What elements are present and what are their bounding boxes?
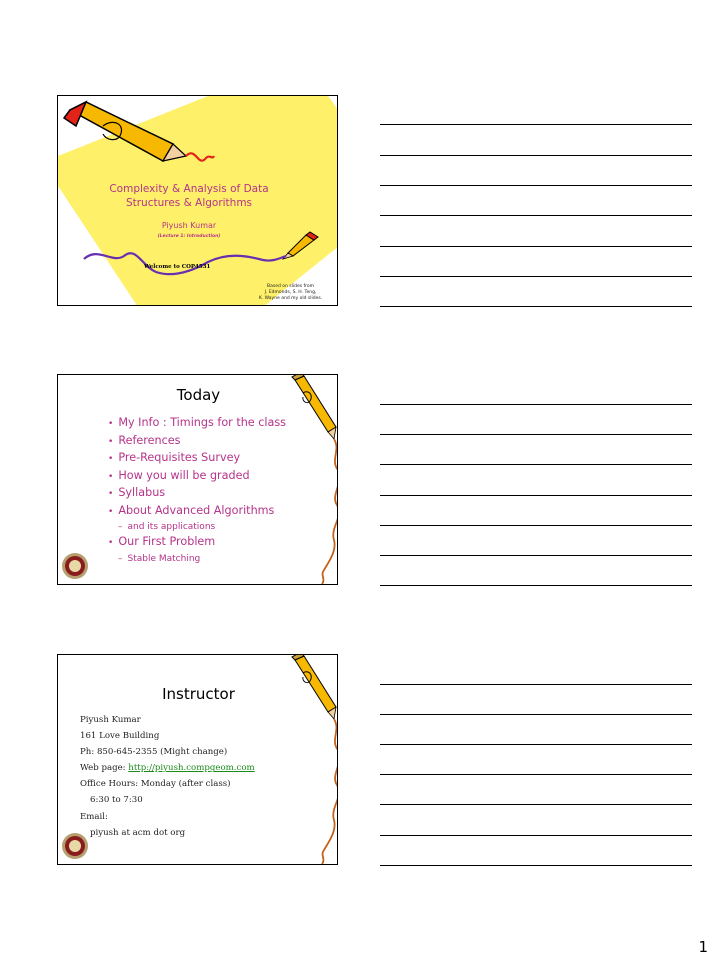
note-line — [380, 525, 692, 526]
bullet-item: • About Advanced Algorithms — [108, 503, 275, 517]
title-line-1: Complexity & Analysis of Data — [109, 183, 269, 195]
page-number: 1 — [698, 938, 708, 956]
note-line — [380, 495, 692, 496]
note-line — [380, 464, 692, 465]
bullet-text: Our First Problem — [118, 535, 216, 548]
note-line — [380, 835, 692, 836]
sub-bullet-item: – and its applications — [118, 522, 216, 532]
note-line — [380, 404, 692, 405]
office-building: 161 Love Building — [80, 731, 160, 742]
credit-line-2: J. Edmonds, S. H. Teng, — [264, 290, 317, 295]
web-page-link[interactable]: http://piyush.compgeom.com — [128, 763, 255, 774]
bullet-item: • References — [108, 433, 181, 447]
office-hours: Office Hours: Monday (after class) — [80, 779, 231, 790]
bullet-item: • Syllabus — [108, 486, 166, 499]
welcome-text: Welcome to COP4531 — [144, 264, 211, 270]
note-line — [380, 585, 692, 586]
sub-bullet-item: – Stable Matching — [118, 553, 201, 564]
slide-2 — [57, 374, 338, 585]
bullet-text: How you will be graded — [118, 468, 250, 482]
slide-title — [58, 182, 320, 210]
phone-number: Ph: 850-645-2355 (Might change) — [80, 747, 228, 758]
bullet-item: • My Info : Timings for the class — [108, 416, 287, 429]
note-line — [380, 865, 692, 866]
slide-title: Today — [176, 386, 221, 404]
email-label: Email: — [80, 811, 108, 822]
web-page-label: Web page: — [80, 763, 126, 774]
bullet-text: Syllabus — [118, 486, 166, 499]
bullet-item: • Pre-Requisites Survey — [108, 451, 241, 464]
slide-1 — [57, 95, 338, 306]
title-line-2: Structures & Algorithms — [125, 197, 253, 209]
slide-title: Instructor — [162, 685, 235, 703]
credit-line-1: Based on slides from — [267, 284, 314, 289]
note-line — [380, 774, 692, 775]
credits — [253, 284, 328, 302]
squiggle-icon — [322, 719, 338, 864]
bullet-text: References — [118, 433, 181, 447]
bullet-text: Pre-Requisites Survey — [118, 451, 241, 464]
pencil-icon — [292, 375, 336, 439]
note-line — [380, 555, 692, 556]
note-line — [380, 215, 692, 216]
squiggle-icon — [322, 439, 338, 584]
note-line — [380, 684, 692, 685]
instructor-name: Piyush Kumar — [80, 715, 141, 725]
lecture-label: (Lecture 1: Introduction) — [157, 234, 221, 239]
note-line — [380, 714, 692, 715]
note-line — [380, 246, 692, 247]
note-line — [380, 744, 692, 745]
note-line — [380, 124, 692, 125]
note-line — [380, 276, 692, 277]
bullet-list — [108, 415, 286, 566]
instructor-info — [80, 712, 255, 841]
note-line — [380, 306, 692, 307]
bullet-text: Stable Matching — [127, 553, 201, 564]
note-line — [380, 434, 692, 435]
bullet-text: and its applications — [127, 522, 216, 532]
note-line — [380, 185, 692, 186]
slide-3 — [57, 654, 338, 865]
bullet-text: My Info : Timings for the class — [118, 416, 287, 429]
office-hours-time: 6:30 to 7:30 — [90, 795, 143, 806]
bullet-text: About Advanced Algorithms — [118, 503, 275, 517]
author-name: Piyush Kumar — [161, 221, 217, 230]
note-line — [380, 155, 692, 156]
email-address: piyush at acm dot org — [90, 827, 186, 838]
university-seal-icon — [62, 553, 88, 579]
note-line — [380, 804, 692, 805]
credit-line-3: K. Wayne and my old slides. — [258, 296, 323, 301]
bullet-item: • Our First Problem — [108, 535, 216, 548]
bullet-item: • How you will be graded — [108, 468, 250, 482]
